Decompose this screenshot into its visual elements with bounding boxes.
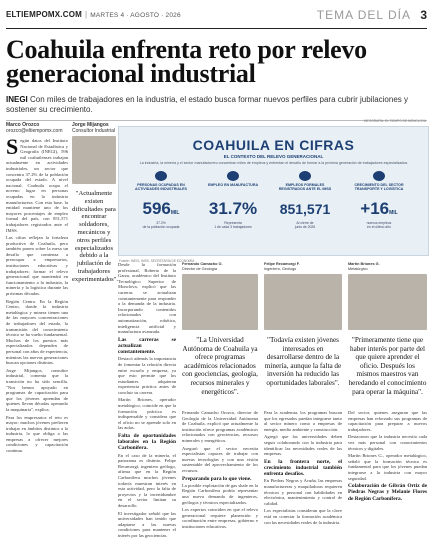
- paragraph: Para los empresarios el reto es mayor: muchos jóvenes prefieren trabajar en ámbitos distintos a la industria, lo que obliga a las empresas a ofrecer mejores condiciones y capacitación continua.: [6, 414, 68, 454]
- paragraph: La posible explotación de gas shale en la Región Carbonífera podría representar una nueva demanda de ingenieros, geólogos y técnicos especializados.: [182, 482, 258, 505]
- column-3: [182, 410, 258, 531]
- stat-card: [205, 171, 261, 243]
- deck-lead: INEGI: [6, 95, 28, 104]
- pull-quote-2: "La Universidad Autónoma de Coahuila ya ofrece programas académicos relacionados con geociencias, geología, recursos minerales y energéticos".: [182, 336, 258, 396]
- stat-card: [277, 171, 333, 243]
- subheading: Las carreras se actualizan constantemente.: [118, 336, 176, 356]
- paragraph: Fernando Camacho Orozco, director de Geología de la Universidad Autónoma de Coahuila, explicó que actualmente la institución ofrece programas académicos relacionados con geociencias, recursos minerales y energéticos.: [182, 410, 258, 443]
- photo-caption-2: Felipe Recamorgí F. Ingeniero, Geólogo: [264, 262, 300, 271]
- paragraph: En Piedras Negras y Acuña, las empresas manufactureras y maquiladoras requieren técnicos y personal con habilidades en electrónica, mantenimiento y control de calidad.: [264, 478, 342, 506]
- infographic-title: COAHUILA EN CIFRAS: [192, 137, 355, 153]
- brand-bar: ELTIEMPOMX.COM | MARTES 4 · AGOSTO · 2026: [6, 10, 181, 19]
- photo-credit: [72, 122, 116, 134]
- paragraph: Los especialistas consideran que la clave está en conectar la formación académica con las necesidades reales de la industria.: [264, 508, 342, 525]
- deck: [6, 95, 427, 115]
- infographic-description: La industria, la minería y el sector manufacturero concentran miles de empleos y enfrentan el desafío de formar a la próxima generación de trabajadores especializados.: [139, 161, 409, 165]
- stat-note: nuevos empleos en el último año: [366, 221, 392, 229]
- paragraph: Martín Briones, operador metalúrgico, coincide en que la formación práctica es indispensable y considera que el oficio no se aprende solo en las aulas.: [118, 397, 176, 431]
- paragraph: Aseguró que el sector necesita especialistas capaces de trabajar con nuevas tecnologías y con una visión sustentable del aprovechamiento de los recursos.: [182, 445, 258, 473]
- paragraph: Martín Briones G., operador metalúrgico, señaló que la formación técnica es fundamental para que los jóvenes puedan integrarse a la industria con mayor seguridad.: [348, 453, 427, 481]
- infographic-subtitle: EL CONTEXTO DEL RELEVO GENERACIONAL: [223, 154, 324, 159]
- gear-icon: [227, 171, 239, 181]
- paragraph: El investigador señaló que las universidades han tenido que adaptarse a las nuevas condiciones para mantener el interés por las geociencias.: [118, 510, 176, 538]
- paragraph: Las cifras reflejan la fortaleza productiva de Coahuila, pero también ponen sobre la mesa un desafío que comienza a preocupar a empresarios, instituciones educativas y trabajadores: formar el relevo generacional que mantendrá en funcionamiento a la industria, la minería y la logística durante las próximas décadas.: [6, 235, 68, 297]
- byline: [6, 122, 66, 134]
- portrait-photo: [72, 136, 116, 184]
- infographic-source: Fuente: INEGI, IMSS, SECRETARÍA DE ECONOMÍA: [119, 259, 195, 263]
- stat-label: PERSONAS OCUPADAS EN ACTIVIDADES INDUSTRIALES: [135, 183, 187, 192]
- infographic: [118, 119, 429, 263]
- page-number: 3: [420, 8, 427, 22]
- stat-note: Representa 1 de cada 3 trabajadores: [214, 221, 252, 229]
- portrait-photo-2: [264, 274, 342, 330]
- issue-date: MARTES 4 · AGOSTO · 2026: [90, 12, 181, 19]
- portrait-photo-3: [348, 274, 427, 330]
- paragraph: Desde la formación profesional, Roberto de la Garza, académico del Instituto Tecnológico Superior de Monclova, explicó que las carreras se actualizan constantemente para responder a la demanda de la industria. Incorporando contenidos relacionados con automatización, robótica, inteligencia artificial y manufactura avanzada.: [118, 262, 176, 335]
- drop-cap: S: [6, 134, 19, 159]
- photo-subject-role: Consultor Industrial: [72, 128, 116, 134]
- document-icon: [299, 171, 311, 181]
- paragraph: Agregó que las universidades deben seguir colaborando con la industria para identificar las necesidades reales de las empresas.: [264, 434, 342, 457]
- stat-label: CRECIMIENTO DEL SECTOR TRANSPORTE Y LOGÍSTICA: [354, 183, 404, 192]
- pull-quote-1: "Actualmente existen dificultades para encontrar soldadores, mecánicos y otros perfiles especializados debido a la jubilación de trabajadores experimentados".: [72, 190, 119, 283]
- paragraph: Del sector, quienes aseguran que las empresas han reforzado sus programas de capacitación para preparar a nuevos trabajadores.: [348, 410, 427, 432]
- stat-value: +16MIL: [360, 199, 398, 218]
- stat-value: 596MIL: [142, 199, 180, 218]
- stat-label: EMPLEO EN MANUFACTURA: [207, 183, 259, 187]
- subheading: En la frontera norte, el crecimiento industrial también enfrenta desafíos.: [264, 458, 342, 478]
- stat-value: 31.7%: [208, 199, 258, 218]
- page-header: [6, 8, 427, 24]
- paragraph: En el caso de la minería, el panorama es distinto. Felipe Recamorgí, ingeniero geólogo, afirma que en la Región Carbonífera muchos jóvenes todavía muestran interés en esta actividad, pero la falta de proyectos y la incertidumbre en el sector limitan su desarrollo.: [118, 452, 176, 508]
- deck-text: Con miles de trabajadores en la industria, el estado busca formar nuevos perfiles para cubrir jubilaciones y sostener su crecimiento.: [6, 95, 408, 114]
- collaboration-credit: Colaboración de Gibrán Ortiz de Piedras Negras y Melanie Flores de Región Carbonífera.: [348, 483, 427, 502]
- paragraph: Para la academia, los programas buscan que los egresados puedan integrarse tanto al sector minero como a empresas de energía, medio ambiente y construcción.: [264, 410, 342, 432]
- section-title: TEMA DEL DÍA: [316, 8, 411, 22]
- subheading: Falta de oportunidades laborales en la Región Carbonífera.: [118, 433, 176, 452]
- brand-logo: ELTIEMPOMX.COM: [6, 10, 82, 19]
- stat-label: EMPLEOS FORMALES REGISTRADOS ANTE EL IMSS: [278, 183, 332, 192]
- stat-note: 37.2% de la población ocupada: [142, 221, 180, 229]
- pull-quote-3: "Todavía existen jóvenes interesados en desarrollarse dentro de la minería, aunque la falta de inversión ha reducido las oportunidades laborales".: [264, 336, 342, 387]
- pull-quote-4: "Primeramente tiene que haber interés por parte del que quiere aprender el oficio. Después los mismos maestros van heredando el conocimiento para operar la máquina".: [348, 336, 427, 396]
- paragraph: Jorge Mijangos, consultor industrial, comenta que la transición no ha sido sencilla. "Nos hemos apoyado en programas de capacitación para que los jóvenes aprendan de quienes llevan décadas operando la maquinaria", explica.: [6, 367, 68, 412]
- column-5: [348, 410, 427, 503]
- truck-icon: [373, 171, 385, 181]
- header-rule: [6, 28, 427, 29]
- portrait-photo-1: [182, 274, 258, 330]
- photo-caption-1: Fernando Camacho O. Director de Geología: [182, 262, 223, 271]
- headline: Coahuila enfrenta reto por relevo generacional industrial: [6, 35, 367, 88]
- intro-paragraph: egún datos del Instituto Nacional de Estadística y Geografía (INEGI), 596 mil coahuilenses trabajan actualmente en actividades industriales, un sector que concentra 37.2% de la población ocupada del estado. A nivel nacional, Coahuila ocupa el noveno lugar en personas ocupadas en la industria manufacturera. Con esta base, la entidad mantiene uno de los mayores porcentajes de empleo formal del país, con 851,571 trabajadores registrados ante el IMSS.: [6, 138, 68, 233]
- column-1: [6, 134, 68, 456]
- photo-caption-3: Martín Briones G. Metalúrgico: [348, 262, 380, 271]
- author-email: orozco@eltiempomx.com: [6, 128, 63, 134]
- stat-card: [133, 171, 189, 243]
- column-4: [264, 410, 342, 527]
- photo-subject-name: Jorge Mijangos: [72, 122, 109, 128]
- column-2: [118, 262, 176, 541]
- author-name: Marco Orozco: [6, 122, 40, 128]
- factory-icon: [155, 171, 167, 181]
- paragraph: Destacó además la importancia de fomentar la relación directa entre escuela y empresa, ya que esto permite que los estudiantes adquieran experiencia práctica antes de concluir su carrera.: [118, 356, 176, 395]
- subheading: Preparando para lo que viene.: [182, 475, 252, 482]
- paragraph: Destacaron que la industria necesita cada vez más personal con conocimientos técnicos y digitales.: [348, 434, 427, 451]
- paragraph: Los expertos coinciden en que el relevo generacional requiere planeación y coordinación entre empresas, gobierno e instituciones educativas.: [182, 507, 258, 529]
- stat-card: [351, 171, 407, 243]
- infographic-credit: INFOGRAFÍA: EL TIEMPO DE MONCLOVA: [363, 119, 426, 123]
- stat-note: Al cierre de junio de 2026: [294, 221, 316, 229]
- paragraph: Región Centro. En la Región Centro, donde la industria metalúrgica y minera tienen una de las mayores concentraciones de trabajadores del estado, la transmisión del conocimiento técnico se ha vuelto fundamental. Muchos de los puestos más especializados dependen de personal con años de experiencia, mientras las nuevas generaciones buscan opciones distintas.: [6, 298, 68, 366]
- stat-value: 851,571: [279, 201, 331, 217]
